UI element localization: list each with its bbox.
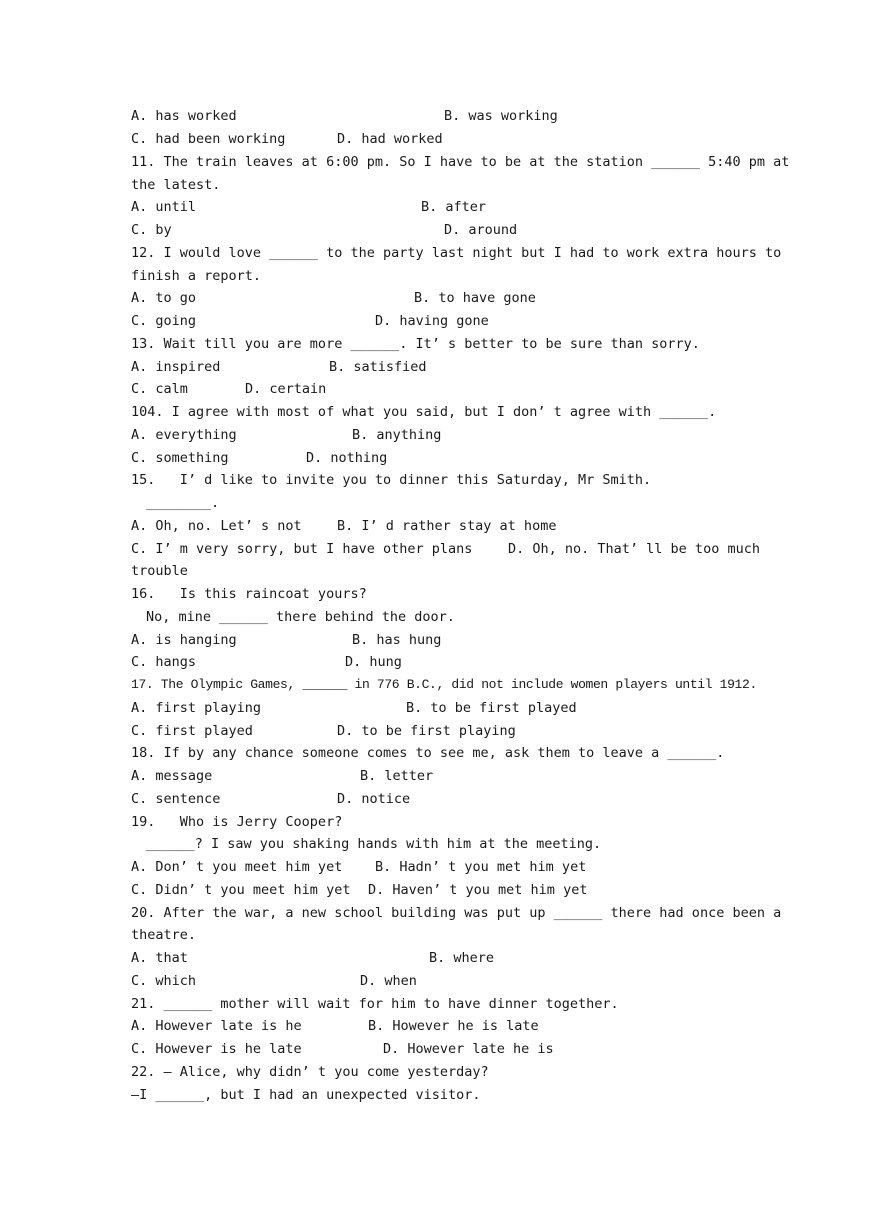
q21-option-b: B. However he is late bbox=[368, 1018, 539, 1034]
q10-option-c: C. had been working bbox=[131, 131, 286, 147]
q20-option-d: D. when bbox=[360, 973, 417, 989]
q21-stem: 21. ______ mother will wait for him to have dinner together. bbox=[131, 996, 619, 1012]
q16-stem: 16. Is this raincoat yours? bbox=[131, 586, 367, 602]
q12-option-a: A. to go bbox=[131, 290, 197, 306]
q19-option-d: D. Haven’ t you met him yet bbox=[368, 882, 588, 898]
q15-option-b: B. I’ d rather stay at home bbox=[337, 518, 557, 534]
q19-option-c: C. Didn’ t you meet him yet bbox=[131, 882, 351, 898]
q18-option-b: B. letter bbox=[360, 768, 434, 784]
q17-option-a: A. first playing bbox=[131, 700, 262, 716]
q15-option-d: D. Oh, no. That’ ll be too much bbox=[508, 541, 760, 557]
q10-option-d: D. had worked bbox=[337, 131, 443, 147]
q16-option-b: B. has hung bbox=[352, 632, 442, 648]
q16-option-a: A. is hanging bbox=[131, 632, 237, 648]
q15-stem: 15. I’ d like to invite you to dinner this Saturday, Mr Smith. bbox=[131, 472, 652, 488]
q12-option-c: C. going bbox=[131, 313, 197, 329]
q15-option-d-cont: trouble bbox=[131, 563, 188, 579]
q13-option-c: C. calm bbox=[131, 381, 188, 397]
q10-option-a: A. has worked bbox=[131, 108, 237, 124]
q19-response: ______? I saw you shaking hands with him at the meeting. bbox=[146, 836, 602, 852]
q20-option-b: B. where bbox=[429, 950, 495, 966]
q20-option-c: C. which bbox=[131, 973, 197, 989]
q20-option-a: A. that bbox=[131, 950, 188, 966]
q13-option-d: D. certain bbox=[245, 381, 327, 397]
q14-option-c: C. something bbox=[131, 450, 229, 466]
q11-stem-cont: the latest. bbox=[131, 177, 221, 193]
q11-option-c: C. by bbox=[131, 222, 172, 238]
q12-stem: 12. I would love ______ to the party last night but I had to work extra hours to bbox=[131, 245, 782, 261]
q17-option-d: D. to be first playing bbox=[337, 723, 516, 739]
q16-response: No, mine ______ there behind the door. bbox=[146, 609, 455, 625]
q16-option-d: D. hung bbox=[345, 654, 402, 670]
q20-stem-cont: theatre. bbox=[131, 927, 197, 943]
q22-stem: 22. — Alice, why didn’ t you come yesterday? bbox=[131, 1064, 489, 1080]
q21-option-c: C. However is he late bbox=[131, 1041, 302, 1057]
q21-option-d: D. However late he is bbox=[383, 1041, 554, 1057]
q15-answer-blank: ________. bbox=[146, 495, 220, 511]
q14-option-d: D. nothing bbox=[306, 450, 388, 466]
q11-option-b: B. after bbox=[421, 199, 487, 215]
q22-response: —I ______, but I had an unexpected visitor. bbox=[131, 1087, 481, 1103]
q11-option-a: A. until bbox=[131, 199, 197, 215]
q13-option-a: A. inspired bbox=[131, 359, 221, 375]
q12-option-b: B. to have gone bbox=[414, 290, 536, 306]
q19-option-a: A. Don’ t you meet him yet bbox=[131, 859, 343, 875]
q12-option-d: D. having gone bbox=[375, 313, 489, 329]
q18-option-d: D. notice bbox=[337, 791, 411, 807]
q11-stem: 11. The train leaves at 6:00 pm. So I have to be at the station ______ 5:40 pm at bbox=[131, 154, 790, 170]
q18-option-a: A. message bbox=[131, 768, 213, 784]
q14-stem: 104. I agree with most of what you said, but I don’ t agree with ______. bbox=[131, 404, 717, 420]
q17-option-b: B. to be first played bbox=[406, 700, 577, 716]
q14-option-a: A. everything bbox=[131, 427, 237, 443]
q15-option-c: C. I’ m very sorry, but I have other plans bbox=[131, 541, 473, 557]
q12-stem-cont: finish a report. bbox=[131, 268, 262, 284]
q17-stem: 17. The Olympic Games, ______ in 776 B.C., did not include women players until 1912. bbox=[131, 677, 757, 692]
q15-option-a: A. Oh, no. Let’ s not bbox=[131, 518, 302, 534]
q13-option-b: B. satisfied bbox=[329, 359, 427, 375]
q14-option-b: B. anything bbox=[352, 427, 442, 443]
q20-stem: 20. After the war, a new school building was put up ______ there had once been a bbox=[131, 905, 782, 921]
q11-option-d: D. around bbox=[444, 222, 518, 238]
q18-stem: 18. If by any chance someone comes to see me, ask them to leave a ______. bbox=[131, 745, 725, 761]
q21-option-a: A. However late is he bbox=[131, 1018, 302, 1034]
q18-option-c: C. sentence bbox=[131, 791, 221, 807]
q10-option-b: B. was working bbox=[444, 108, 558, 124]
q17-option-c: C. first played bbox=[131, 723, 253, 739]
q19-stem: 19. Who is Jerry Cooper? bbox=[131, 814, 343, 830]
q13-stem: 13. Wait till you are more ______. It’ s better to be sure than sorry. bbox=[131, 336, 700, 352]
q19-option-b: B. Hadn’ t you met him yet bbox=[375, 859, 587, 875]
q16-option-c: C. hangs bbox=[131, 654, 197, 670]
